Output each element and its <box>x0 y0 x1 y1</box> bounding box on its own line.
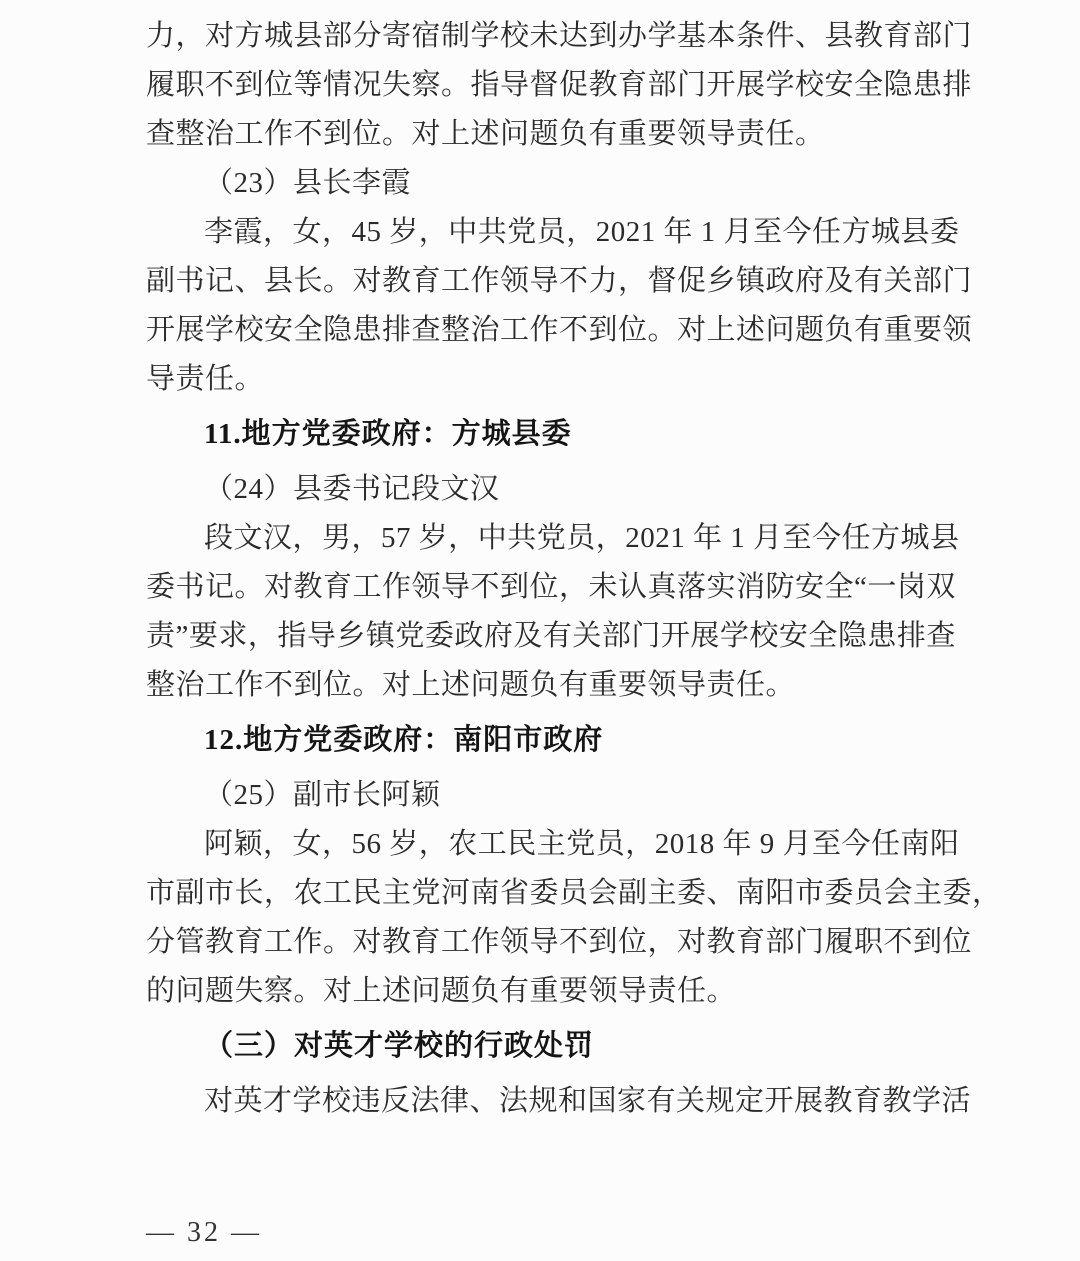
section-heading: 11.地方党委政府：方城县委 <box>204 418 572 450</box>
section-heading: 12.地方党委政府：南阳市政府 <box>204 724 604 756</box>
section-heading: （三）对英才学校的行政处罚 <box>204 1030 595 1062</box>
text-line: 委书记。对教育工作领导不到位，未认真落实消防安全“一岗双 <box>146 571 956 603</box>
text-line: 的问题失察。对上述问题负有重要领导责任。 <box>146 975 737 1007</box>
text-line: 履职不到位等情况失察。指导督促教育部门开展学校安全隐患排 <box>146 69 973 101</box>
text-line: 整治工作不到位。对上述问题负有重要领导责任。 <box>146 669 796 701</box>
text-line: 力，对方城县部分寄宿制学校未达到办学基本条件、县教育部门 <box>146 20 973 52</box>
text-line: 阿颖，女，56 岁，农工民主党员，2018 年 9 月至今任南阳 <box>204 828 960 860</box>
page-number: — 32 — <box>146 1217 262 1248</box>
text-line: 导责任。 <box>146 363 265 395</box>
text-line: 李霞，女，45 岁，中共党员，2021 年 1 月至今任方城县委 <box>204 216 960 248</box>
text-line: 副书记、县长。对教育工作领导不力，督促乡镇政府及有关部门 <box>146 265 973 297</box>
text-line: 段文汉，男，57 岁，中共党员，2021 年 1 月至今任方城县 <box>204 522 960 554</box>
text-line: 市副市长，农工民主党河南省委员会副主委、南阳市委员会主委， <box>146 877 1002 909</box>
text-line: （24）县委书记段文汉 <box>204 473 500 505</box>
document-body <box>146 12 1002 1126</box>
text-line: 分管教育工作。对教育工作领导不到位，对教育部门履职不到位 <box>146 926 973 958</box>
text-line: 责”要求，指导乡镇党委政府及有关部门开展学校安全隐患排查 <box>146 620 956 652</box>
text-line: （23）县长李霞 <box>204 167 412 199</box>
text-line: 查整治工作不到位。对上述问题负有重要领导责任。 <box>146 118 825 150</box>
text-line: 开展学校安全隐患排查整治工作不到位。对上述问题负有重要领 <box>146 314 973 346</box>
text-line: （25）副市长阿颖 <box>204 779 441 811</box>
text-line: 对英才学校违反法律、法规和国家有关规定开展教育教学活 <box>204 1085 972 1117</box>
